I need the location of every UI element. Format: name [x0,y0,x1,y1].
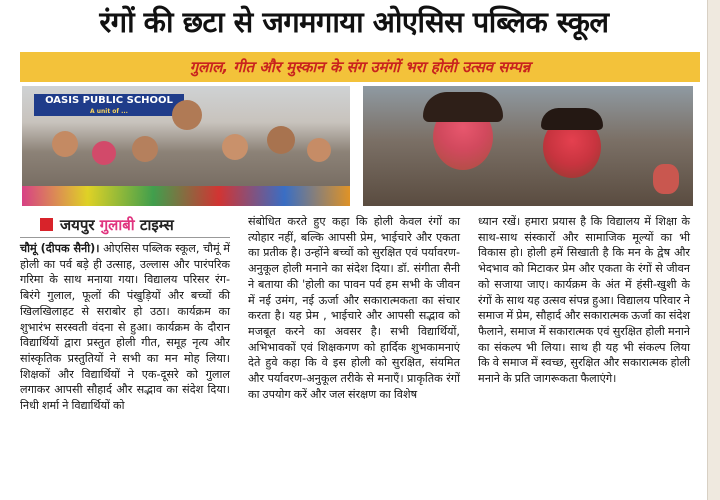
article-column-1 [20,241,230,414]
masthead-square-icon [40,218,53,231]
child-figure [222,134,248,160]
column-3-text: ध्यान रखें। हमारा प्रयास है कि विद्यालय में शिक्षा के साथ-साथ संस्कारों और सामाजिक मूल्यों का भी विकास हो। होली हमें सिखाती है कि मन के द्वेष और भेदभाव को मिटाकर प्रेम और एकता के रंगों से जीवन को सजाया जाए। कार्यक्रम के अंत में हंसी-खुशी के रंगों के साथ यह उत्सव संपन्न हुआ। विद्यालय परिवार ने समाज में प्रेम, सौहार्द और सकारात्मक ऊर्जा का संदेश फैलाने, समाज में सकारात्मक एवं सुरक्षित होली मनाने का संकल्प भी लिया। साथ ही यह भी संकल्प लिया कि वे समाज में स्वच्छ, सुरक्षित और सकारात्मक होली मनाने के प्रति जागरूकता फैलाएंगे। [478,215,690,386]
masthead-times: टाइम्स [139,216,174,234]
teacher-figure [172,100,202,130]
school-banner-text: OASIS PUBLIC SCHOOL [45,95,173,106]
dateline: चौमूं (दीपक सैनी)। [20,242,100,255]
school-banner-tag: A unit of ... [90,108,128,115]
masthead-jaipur: जयपुर [60,216,95,234]
photo-students-holi [22,86,350,206]
column-1-text: ओएसिस पब्लिक स्कूल, चौमूं में होली का पर्व बड़े ही उत्साह, उल्लास और पारंपरिक गरिमा के साथ मनाया गया। विद्यालय परिसर रंग-बिरंगे गुलाल, फूलों की पंखुड़ियों और बच्चों की खिलखिलाहट से सराबोर हो उठा। कार्यक्रम का शुभारंभ सरस्वती वंदना से हुआ। कार्यक्रम के दौरान विद्यार्थियों द्वारा प्रस्तुत होली गीत, समूह नृत्य और सांस्कृतिक प्रस्तुतियों ने सभी का मन मोह लिया। शिक्षकों और विद्यार्थियों ने एक-दूसरे को गुलाल लगाकर आपसी सौहार्द और सद्भाव का संदेश दिया। निधी शर्मा ने विद्यार्थियों को [20,242,230,413]
article-column-2 [248,214,460,402]
masthead-gulabi: गुलाबी [99,216,135,234]
masthead-text [60,214,174,236]
child-figure [307,138,331,162]
child-figure [52,131,78,157]
column-2-text: संबोधित करते हुए कहा कि होली केवल रंगों का त्योहार नहीं, बल्कि आपसी प्रेम, भाईचारे और एकता का प्रतीक है। उन्होंने बच्चों को सुरक्षित एवं पर्यावरण-अनुकूल होली मनाने का संदेश दिया। डॉ. संगीता सैनी ने बताया की 'होली का पावन पर्व हम सभी के जीवन में नई उमंग, नई ऊर्जा और सकारात्मकता का संचार करता है। यह प्रेम , भाईचारे और आपसी सद्भाव को मजबूत करने का अवसर है। सभी विद्यार्थियों, अभिभावकों एवं शिक्षकगण को हार्दिक शुभकामनाएं देते हुवे कहा कि वे इस होली को सुरक्षित, संयमित और पर्यावरण-अनुकूल तरीके से मनाएँ। प्राकृतिक रंगों का उपयोग करें और जल संरक्षण का विशेष [248,215,460,401]
color-bowls [22,186,350,206]
masthead-rule [20,237,230,238]
photo-girl-boy-colors [363,86,693,206]
subheadline-bar [20,52,700,82]
girl-hair [423,92,503,122]
school-banner [34,94,184,116]
headline: रंगों की छटा से जगमगाया ओएसिस पब्लिक स्कूल [99,5,609,39]
peace-hand [653,164,679,194]
paper-edge [707,0,720,500]
child-figure [267,126,295,154]
article-column-3 [478,214,690,387]
child-figure [92,141,116,165]
subheadline: गुलाल, गीत और मुस्कान के संग उमंगों भरा होली उत्सव सम्पन्न [189,58,531,76]
masthead [40,214,230,236]
boy-hair [541,108,603,130]
child-figure [132,136,158,162]
